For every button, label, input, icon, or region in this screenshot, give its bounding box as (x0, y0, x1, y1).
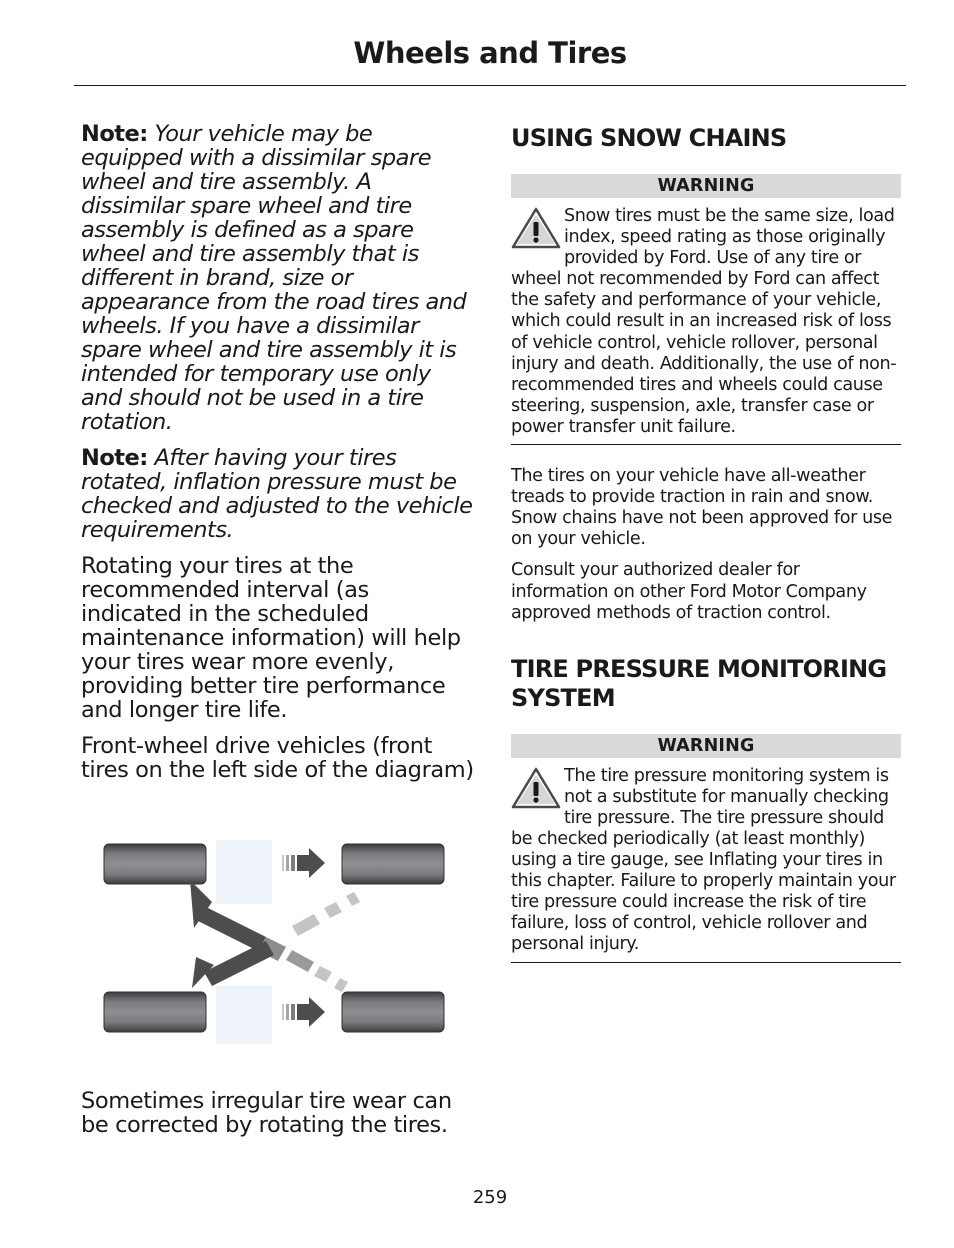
snow-warning-bar: WARNING (511, 174, 901, 198)
tpms-warning-box (511, 766, 901, 963)
snow-chains-heading: USING SNOW CHAINS (511, 124, 787, 152)
tire-front-left (104, 844, 206, 884)
header-divider (74, 85, 906, 86)
note-label: Note: (81, 121, 148, 147)
arrow-right-top (282, 848, 325, 878)
note-label: Note: (81, 445, 148, 471)
note-text: After having your tires rotated, inflation pressure must be checked and adjusted to the vehicle requirements. (81, 445, 473, 543)
warning-triangle-icon (511, 766, 564, 810)
note-rotation-pressure (81, 446, 476, 542)
warning-triangle-icon (511, 206, 564, 250)
tire-rear-right (342, 992, 444, 1032)
page-title: Wheels and Tires (353, 36, 627, 70)
tpms-heading: TIRE PRESSURE MONITORING SYSTEM (511, 654, 887, 712)
left-column (81, 122, 476, 794)
tire-rotation-diagram (96, 832, 452, 1044)
snow-warning-box (511, 206, 901, 445)
note-text: Your vehicle may be equipped with a dissimilar spare wheel and tire assembly. A dissimilar spare wheel and tire assembly is defined as a spare wheel and tire assembly that is different in brand, size or appearance from the road tires and wheels. If you have a dissimilar spare wheel and tire assembly it is intended for temporary use only and should not be used in a tire rotation. (81, 121, 467, 435)
tire-front-right (342, 844, 444, 884)
rotation-paragraph: Rotating your tires at the recommended interval (as indicated in the scheduled maintenance information) will help your tires wear more evenly, providing better tire performance and longer tire life. (81, 553, 461, 723)
arrow-diagonal-to-rear-left (192, 941, 274, 988)
page-number: 259 (472, 1187, 508, 1208)
snow-warning-text: Snow tires must be the same size, load index, speed rating as those originally provided by Ford. Use of any tire or wheel not recommended by Ford can affect the safety and performance of your vehicle, which could result in an increased risk of loss of vehicle control, vehicle rollover, personal injury and death. Additionally, the use of non-recommended tires and wheels could cause steering, suspension, axle, transfer case or power transfer unit failure. (511, 206, 897, 437)
all-weather-paragraph: The tires on your vehicle have all-weather treads to provide traction in rain and snow. Snow chains have not been approved for use on your vehicle. (511, 466, 893, 550)
tire-rear-left (104, 992, 206, 1032)
arrow-right-bottom (282, 997, 325, 1027)
dealer-paragraph: Consult your authorized dealer for information on other Ford Motor Company approved methods of traction control. (511, 560, 867, 623)
dashed-diagonal-arrows (286, 892, 360, 992)
tpms-warning-bar: WARNING (511, 734, 901, 758)
fwd-paragraph: Front-wheel drive vehicles (front tires on the left side of the diagram) (81, 733, 474, 783)
note-spare-tire (81, 122, 476, 434)
right-column (511, 124, 901, 963)
irregular-wear-paragraph: Sometimes irregular tire wear can be corrected by rotating the tires. (81, 1088, 452, 1138)
tpms-warning-text: The tire pressure monitoring system is not a substitute for manually checking tire pressure. The tire pressure should be checked periodically (at least monthly) using a tire gauge, see Inflating your tires in this chapter. Failure to properly maintain your tire pressure could increase the risk of tire failure, loss of control, vehicle rollover and personal injury. (511, 765, 896, 955)
